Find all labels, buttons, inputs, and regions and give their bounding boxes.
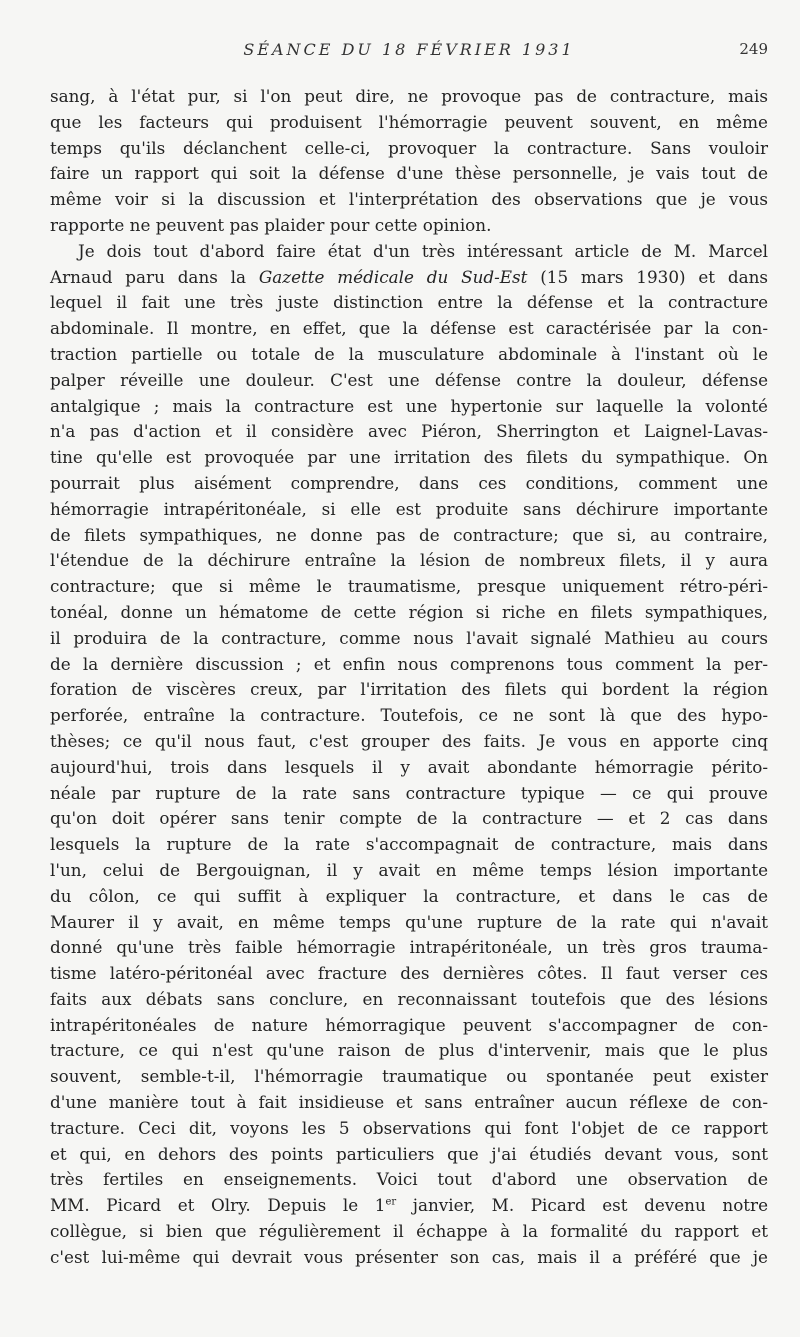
text-line: d'une manière tout à fait insidieuse et sans entraîner aucun réflexe de con- bbox=[50, 1092, 768, 1113]
text-line: rapporte ne peuvent pas plaider pour cette opinion. bbox=[50, 214, 492, 235]
text-line: foration de viscères creux, par l'irritation des filets qui bordent la région bbox=[50, 679, 768, 700]
paragraph-1 bbox=[50, 84, 768, 239]
text-line: tracture, ce qui n'est qu'une raison de plus d'intervenir, mais que le plus bbox=[50, 1040, 768, 1061]
text-line: de filets sympathiques, ne donne pas de contracture; que si, au contraire, bbox=[50, 524, 768, 545]
text-run: MM. Picard et Olry. Depuis le 1 bbox=[50, 1195, 386, 1216]
text-line: qu'on doit opérer sans tenir compte de la contracture — et 2 cas dans bbox=[50, 808, 768, 829]
text-line: du côlon, ce qui suffit à expliquer la contracture, et dans le cas de bbox=[50, 885, 768, 906]
text-line: thèses; ce qu'il nous faut, c'est grouper des faits. Je vous en apporte cinq bbox=[50, 730, 768, 751]
text-line: antalgique ; mais la contracture est une hypertonie sur laquelle la volonté bbox=[50, 395, 768, 416]
text-line: n'a pas d'action et il considère avec Piéron, Sherrington et Laignel-Lavas- bbox=[50, 421, 768, 442]
running-head: SÉANCE DU 18 FÉVRIER 1931 bbox=[243, 40, 575, 59]
text-line: pourrait plus aisément comprendre, dans ces conditions, comment une bbox=[50, 472, 768, 493]
text-line: aujourd'hui, trois dans lesquels il y avait abondante hémorragie périto- bbox=[50, 756, 768, 777]
text-line: sang, à l'état pur, si l'on peut dire, ne provoque pas de contracture, mais bbox=[50, 86, 768, 106]
superscript: er bbox=[385, 1196, 397, 1208]
text-line: il produira de la contracture, comme nous l'avait signalé Mathieu au cours bbox=[50, 627, 768, 648]
text-line: intrapéritonéales de nature hémorragique peuvent s'accompagner de con- bbox=[50, 1014, 768, 1035]
text-line: lesquels la rupture de la rate s'accompagnait de contracture, mais dans bbox=[50, 834, 768, 855]
text-line: tracture. Ceci dit, voyons les 5 observations qui font l'objet de ce rapport bbox=[50, 1117, 768, 1138]
text-line: Maurer il y avait, en même temps qu'une rupture de la rate qui n'avait bbox=[50, 911, 768, 932]
text-line: de la dernière discussion ; et enfin nous comprenons tous comment la per- bbox=[50, 653, 768, 674]
text-run: janvier, M. Picard est devenu notre bbox=[396, 1195, 768, 1216]
text-line bbox=[50, 1193, 768, 1219]
text-run: (15 mars 1930) et dans bbox=[527, 266, 769, 287]
text-line: tonéal, donne un hématome de cette région si riche en filets sympathiques, bbox=[50, 601, 768, 622]
text-line: c'est lui-même qui devrait vous présenter son cas, mais il a préféré que je bbox=[50, 1246, 768, 1267]
text-line: perforée, entraîne la contracture. Toutefois, ce ne sont là que des hypo- bbox=[50, 705, 768, 726]
text-line: que les facteurs qui produisent l'hémorragie peuvent souvent, en même bbox=[50, 111, 768, 132]
text-line: tine qu'elle est provoquée par une irritation des filets du sympathique. On bbox=[50, 447, 768, 468]
paragraph-2 bbox=[50, 239, 768, 1271]
text-line: néale par rupture de la rate sans contracture typique — ce qui prouve bbox=[50, 782, 768, 803]
text-line: l'étendue de la déchirure entraîne la lésion de nombreux filets, il y aura bbox=[50, 550, 768, 571]
text-line: collègue, si bien que régulièrement il échappe à la formalité du rapport et bbox=[50, 1221, 768, 1242]
text-line: lequel il fait une très juste distinction entre la défense et la contracture bbox=[50, 292, 768, 313]
text-line: faire un rapport qui soit la défense d'une thèse personnelle, je vais tout de bbox=[50, 163, 768, 184]
text-line: hémorragie intrapéritonéale, si elle est produite sans déchirure importante bbox=[50, 498, 768, 519]
text-line: très fertiles en enseignements. Voici tout d'abord une observation de bbox=[50, 1169, 768, 1190]
text-line: temps qu'ils déclanchent celle-ci, provoquer la contracture. Sans vouloir bbox=[50, 137, 768, 158]
text-line bbox=[50, 265, 768, 291]
text-line: tisme latéro-péritonéal avec fracture des dernières côtes. Il faut verser ces bbox=[50, 963, 768, 984]
page-number: 249 bbox=[739, 40, 768, 58]
text-line: traction partielle ou totale de la musculature abdominale à l'instant où le bbox=[50, 343, 768, 364]
text-line: Je dois tout d'abord faire état d'un très intéressant article de M. Marcel bbox=[78, 240, 768, 261]
text-run: Arnaud paru dans la bbox=[50, 266, 259, 287]
page-header bbox=[50, 40, 768, 64]
text-line: abdominale. Il montre, en effet, que la défense est caractérisée par la con- bbox=[50, 318, 768, 339]
text-line: même voir si la discussion et l'interprétation des observations que je vous bbox=[50, 189, 768, 210]
text-line: et qui, en dehors des points particuliers que j'ai étudiés devant vous, sont bbox=[50, 1143, 768, 1164]
text-line: donné qu'une très faible hémorragie intrapéritonéale, un très gros trauma- bbox=[50, 937, 768, 958]
text-line: faits aux débats sans conclure, en reconnaissant toutefois que des lésions bbox=[50, 988, 768, 1009]
body-text bbox=[50, 84, 768, 1271]
text-line: souvent, semble-t-il, l'hémorragie traumatique ou spontanée peut exister bbox=[50, 1066, 768, 1087]
text-line: palper réveille une douleur. C'est une défense contre la douleur, défense bbox=[50, 369, 768, 390]
text-line: l'un, celui de Bergouignan, il y avait en même temps lésion importante bbox=[50, 859, 768, 880]
journal-title: Gazette médicale du Sud-Est bbox=[258, 266, 528, 287]
text-line: contracture; que si même le traumatisme, presque uniquement rétro-péri- bbox=[50, 576, 768, 597]
